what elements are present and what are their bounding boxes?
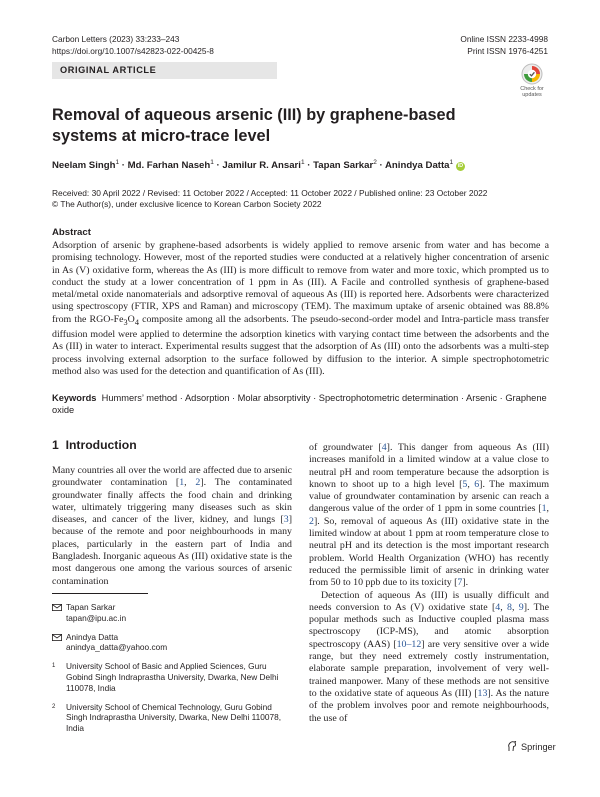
correspondence-block	[52, 602, 292, 742]
crossmark-label-2: updates	[522, 92, 542, 98]
intro-paragraph-2: Detection of aqueous As (III) is usually difficult and needs conversion to As (V) oxidative state [4, 8, 9]. The popular methods such as Inductive coupled plasma mass spectroscopy (ICP-MS), and atomic absorption spectroscopy (AAS) [10–12] are very sensitive over a wide range, but they need extremely costly instrumentation, elaborate sample preparation, involvement of very well-trained manpower. Many of these methods are not sensitive to the oxidative state of aqueous As (III) [13]. As the nature of the problem involves poor and remote neighbourhoods, the use of	[309, 589, 550, 724]
left-column-text	[52, 465, 292, 588]
citation-link[interactable]: 2	[309, 515, 314, 527]
affiliation-entry	[52, 702, 292, 734]
author-affiliation-mark: 2	[373, 159, 377, 166]
envelope-icon	[52, 632, 66, 654]
article-title: Removal of aqueous arsenic (III) by graphene-based systems at micro-trace level	[52, 106, 456, 145]
abstract-text: Adsorption of arsenic by graphene-based adsorbents is widely applied to remove arsenic from water and has become a promising technology. However, most of the reported studies were conducted at a relatively higher concentration of arsenic in As (V) oxidative form, whereas the As (III) is more difficult to remove from water and more toxic, which prompted us to conduct the study at a lower concentration of 1 ppm in As (III). A Facile and controlled synthesis of graphene-based metal/metal oxide nanomaterials and adsorptive removal of aqueous As (III) is reported here. Adsorbents were characterized using spectroscopy (FTIR, XPS and Raman) and microscopy (TEM). The maximum uptake of arsenic obtained was 88.8% from the RGO-$Fe_3O_4$ composite among all the adsorbents. The pseudo-second-order model and Intra-particle mass transfer diffusion model were applied to determine the adsorption kinetics with varying contact time between the adsorbents and the As (III) in water to interact. Experimental results suggest that the adsorption of As (III) onto the adsorbents was a multi-step process involving external adsorption to the surface followed by diffusion to the interior. A simple spectrophotometric method also was used for the detection and quantification of As (III).	[52, 240, 549, 377]
citation-link[interactable]: 3	[283, 514, 289, 526]
doi-link[interactable]: https://doi.org/10.1007/s42823-022-00425-8	[52, 46, 214, 56]
publisher-name: Springer	[521, 741, 556, 752]
author-name[interactable]: Jamilur R. Ansari	[222, 160, 301, 172]
citation-link[interactable]: 4	[381, 442, 387, 453]
contact-email[interactable]: tapan@ipu.ac.in	[66, 612, 127, 623]
publication-dates	[52, 188, 487, 210]
citation-link[interactable]: 13	[477, 687, 488, 699]
author-name[interactable]: Neelam Singh	[52, 160, 116, 172]
article-type-badge: ORIGINAL ARTICLE	[52, 62, 277, 79]
affiliation-entry	[52, 661, 292, 693]
footnote-divider	[52, 593, 148, 594]
orcid-icon[interactable]: iD	[457, 163, 464, 170]
contact-entry	[52, 602, 292, 624]
abstract-heading: Abstract	[52, 227, 91, 238]
author-name[interactable]: Anindya Datta	[385, 160, 450, 172]
keywords	[52, 392, 549, 417]
contact-name: Anindya Datta	[66, 631, 119, 642]
issn-block	[460, 33, 548, 57]
intro-paragraph-continued: of groundwater [4]. This danger from aqueous As (III) increases manifold in a limited window at a value close to neutral pH and room temperature because the adsorption is known to shoot up to a high level [5, 6]. The maximum value of groundwater contamination by arsenic can reach a dangerous value of the order of 1 ppm in some countries [1, 2]. So, removal of aqueous As (III) oxidative state in the limited window at about 1 ppm at room temperature close to neutral pH and its detection is the most important research problem. World Health Organization (WHO) has recently reduced the permissible limit of arsenic in drinking water from 50 to 10 ppb due to its toxicity [7].	[309, 442, 550, 589]
contact-email[interactable]: anindya_datta@yahoo.com	[66, 642, 168, 653]
citation-link[interactable]: 4	[495, 601, 501, 613]
publisher-logo	[507, 741, 556, 752]
citation-link[interactable]: 1	[541, 503, 547, 515]
citation-link[interactable]: 1	[179, 477, 185, 489]
author-affiliation-mark: 1	[210, 159, 214, 166]
journal-header	[52, 33, 214, 57]
author-affiliation-mark: 1	[115, 159, 120, 166]
author-list: Neelam Singh$^1$ · Md. Farhan Naseh$^1$ · Jamilur R. Ansari$^1$ · Tapan Sarkar$^2$ · Anindya Datta$^1$ iD	[52, 159, 464, 172]
contact-entry	[52, 632, 292, 654]
crossmark-label-1: Check for	[520, 86, 544, 92]
section-heading	[52, 438, 137, 452]
history-dates: Received: 30 April 2022 / Revised: 11 October 2022 / Accepted: 11 October 2022 / Published online: 23 October 2022	[52, 188, 488, 198]
right-column-text	[309, 442, 549, 725]
citation-link[interactable]: 2	[195, 477, 201, 489]
affiliation-number: 1	[52, 663, 56, 670]
springer-horse-icon	[507, 741, 517, 752]
keywords-label: Keywords	[52, 393, 97, 403]
crossmark-icon	[521, 63, 543, 85]
citation-link[interactable]: 8	[507, 601, 512, 613]
citation-link[interactable]: 10–12	[396, 638, 422, 650]
envelope-icon	[52, 602, 66, 624]
author-name[interactable]: Tapan Sarkar	[313, 160, 374, 172]
journal-citation: Carbon Letters (2023) 33:233–243	[52, 34, 180, 44]
citation-link[interactable]: 5	[462, 478, 468, 490]
affiliation-text: University School of Chemical Technology, Guru Gobind Singh Indraprastha University, Dwarka, New Delhi 110078, India	[66, 701, 282, 734]
citation-link[interactable]: 9	[518, 601, 524, 613]
affiliation-text: University School of Basic and Applied Sciences, Guru Gobind Singh Indraprastha University, Dwarka, New Delhi 110078, India	[66, 661, 279, 693]
contact-name: Tapan Sarkar	[66, 602, 116, 612]
check-for-updates-badge[interactable]	[514, 63, 550, 97]
affiliation-number: 2	[52, 703, 56, 710]
online-issn: Online ISSN 2233-4998	[460, 34, 548, 44]
citation-link[interactable]: 6	[474, 478, 480, 490]
author-affiliation-mark: 1	[300, 159, 305, 166]
citation-link[interactable]: 7	[457, 577, 463, 589]
author-affiliation-mark: 1	[449, 159, 454, 166]
keywords-list: Hummers’ method · Adsorption · Molar absorptivity · Spectrophotometric determination · Arsenic · Graphene oxide	[52, 393, 547, 416]
author-name[interactable]: Md. Farhan Naseh	[127, 160, 211, 172]
print-issn: Print ISSN 1976-4251	[467, 46, 548, 56]
section-number: 1	[52, 438, 59, 452]
section-title: Introduction	[65, 438, 137, 452]
intro-paragraph: Many countries all over the world are affected due to arsenic groundwater contamination [1, 2]. The contaminated groundwater finally affects the food chain and drinking water, ultimately triggering many diseases such as skin diseases, and cancer of the liver, kidney, and lungs [3] because of the remote and poor neighbourhoods in many places, particularly in the eastern part of India and Bangladesh. Inorganic aqueous As (III) oxidative state is the most dangerous one among the various sources of arsenic contamination	[52, 465, 293, 587]
copyright-line: © The Author(s), under exclusive licence to Korean Carbon Society 2022	[52, 199, 322, 209]
